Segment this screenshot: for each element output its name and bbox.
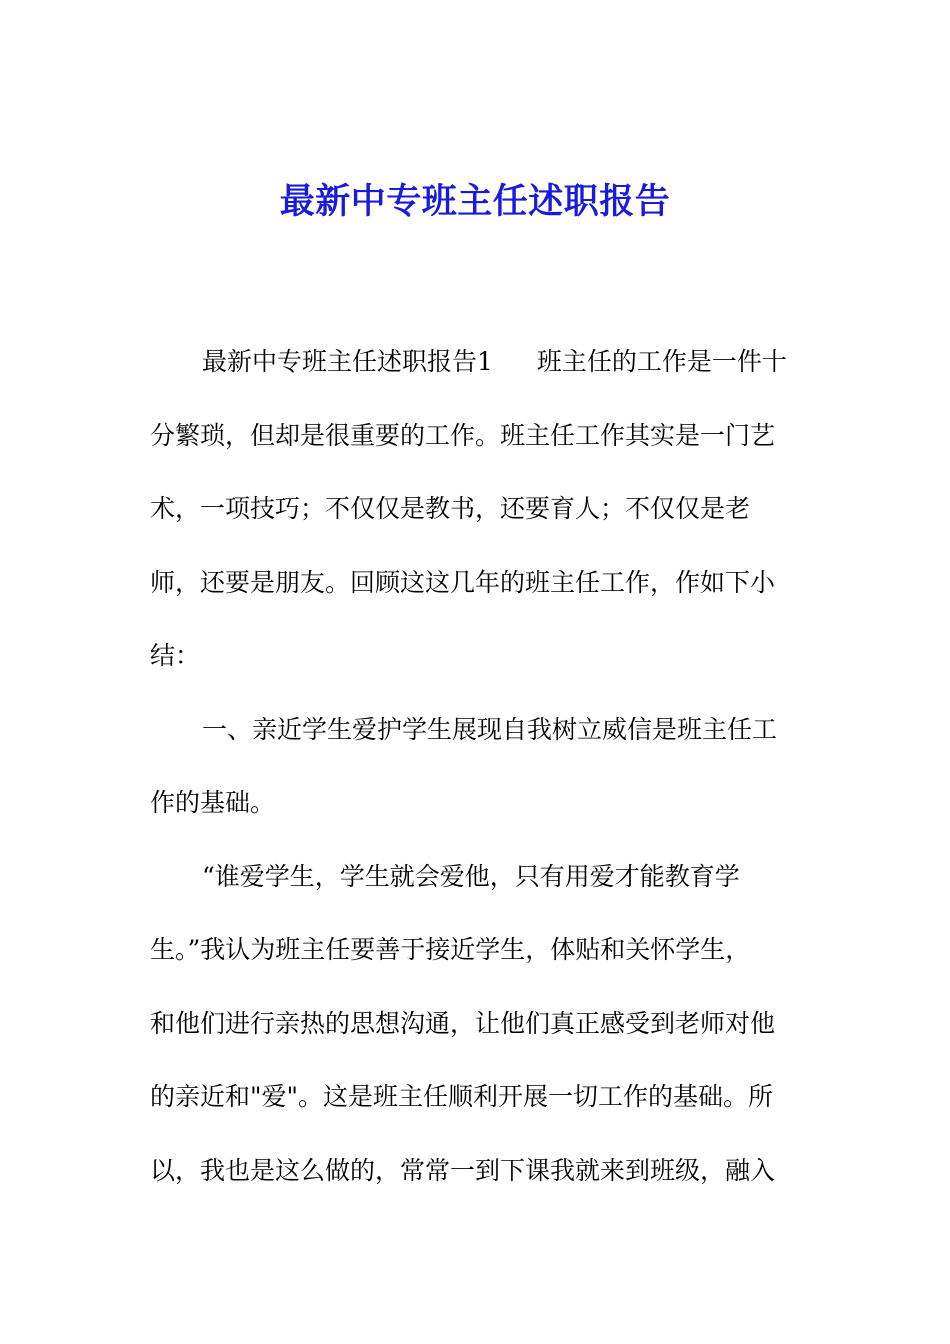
text-line: “谁爱学生，学生就会爱他，只有用爱才能教育学 (202, 861, 740, 891)
text-span: 班主任的工作是一件十 (536, 347, 787, 376)
text-line: 的亲近和"爱"。这是班主任顺利开展一切工作的基础。所 (150, 1082, 774, 1111)
text-line: 生。”我认为班主任要善于接近学生，体贴和关怀学生， (150, 935, 751, 964)
section-heading: 一、亲近学生爱护学生展现自我树立威信是班主任工 (202, 714, 778, 744)
text-line: 和他们进行亲热的思想沟通，让他们真正感受到老师对他 (150, 1008, 776, 1038)
text-line: 以，我也是这么做的，常常一到下课我就来到班级，融入 (150, 1155, 776, 1185)
text-line: 作的基础。 (150, 788, 276, 817)
document-body (150, 325, 800, 1207)
report-heading: 最新中专班主任述职报告1 (202, 347, 493, 376)
text-line: 师，还要是朋友。回顾这这几年的班主任工作，作如下小 (150, 567, 776, 597)
text-line: 分繁琐，但却是很重要的工作。班主任工作其实是一门艺 (150, 420, 776, 450)
text-line: 结： (150, 641, 201, 670)
text-line: 术，一项技巧；不仅仅是教书，还要育人；不仅仅是老 (150, 494, 751, 523)
document-title: 最新中专班主任述职报告 (279, 181, 671, 222)
text-line (150, 325, 800, 399)
